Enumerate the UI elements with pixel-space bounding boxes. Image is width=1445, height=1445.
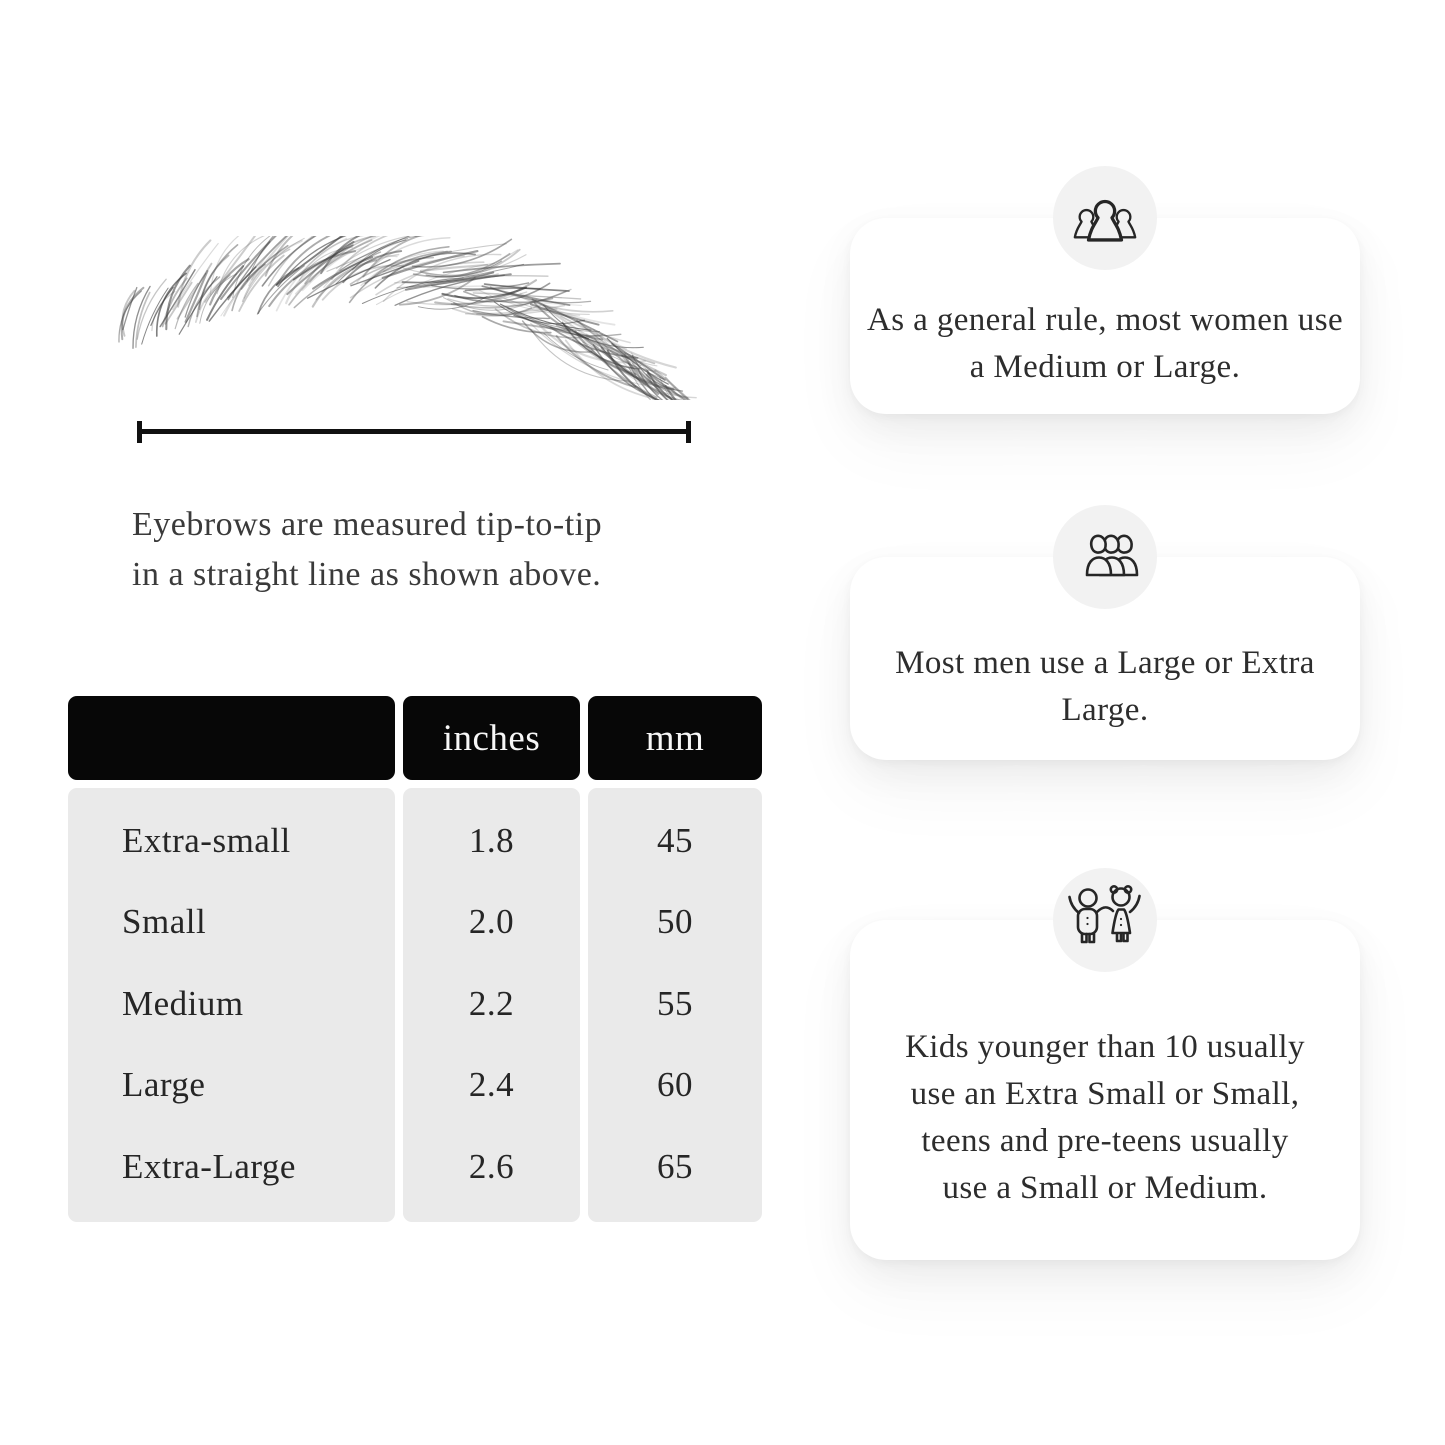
table-header-inches: inches xyxy=(403,696,580,780)
table-row-label: Medium xyxy=(122,983,244,1023)
kids-icon xyxy=(1063,885,1147,955)
table-column-size-labels xyxy=(68,788,395,1222)
table-cell-mm: 50 xyxy=(657,902,693,942)
measurement-tick-left xyxy=(137,421,142,443)
table-column-inches xyxy=(403,788,580,1222)
table-cell-inches: 1.8 xyxy=(468,820,515,860)
table-row-label: Extra-small xyxy=(122,820,291,860)
women-group-icon xyxy=(1066,187,1144,249)
table-header-mm: mm xyxy=(588,696,762,780)
measurement-caption xyxy=(132,500,602,600)
table-cell-mm: 55 xyxy=(657,983,693,1023)
table-cell-mm: 45 xyxy=(657,820,693,860)
table-cell-inches: 2.2 xyxy=(468,983,515,1023)
table-cell-inches: 2.4 xyxy=(468,1065,515,1105)
info-card-women xyxy=(850,218,1360,414)
measurement-tick-right xyxy=(686,421,691,443)
table-cell-inches: 2.6 xyxy=(468,1146,515,1186)
icon-circle xyxy=(1053,166,1157,270)
table-row-label: Small xyxy=(122,902,207,942)
table-row-label: Large xyxy=(122,1065,206,1105)
caption-line-2: in a straight line as shown above. xyxy=(132,556,602,593)
info-card-text: Kids younger than 10 usually use an Extra Small or Small, teens and pre-teens usually use a Small or Medium. xyxy=(905,1029,1305,1206)
measurement-line xyxy=(140,429,688,434)
men-group-icon xyxy=(1065,525,1145,589)
icon-circle xyxy=(1053,505,1157,609)
info-card-kids xyxy=(850,920,1360,1260)
eyebrow-sketch-illustration xyxy=(110,236,700,400)
table-cell-mm: 60 xyxy=(657,1065,693,1105)
info-card-text: Most men use a Large or Extra Large. xyxy=(895,644,1315,728)
table-column-mm xyxy=(588,788,762,1222)
info-card-men xyxy=(850,557,1360,760)
info-card-text: As a general rule, most women use a Medium or Large. xyxy=(867,302,1343,385)
icon-circle xyxy=(1053,868,1157,972)
table-cell-inches: 2.0 xyxy=(468,902,515,942)
table-row-label: Extra-Large xyxy=(122,1146,296,1186)
table-cell-mm: 65 xyxy=(657,1146,693,1186)
table-header-size xyxy=(68,696,395,780)
caption-line-1: Eyebrows are measured tip-to-tip xyxy=(132,506,603,543)
